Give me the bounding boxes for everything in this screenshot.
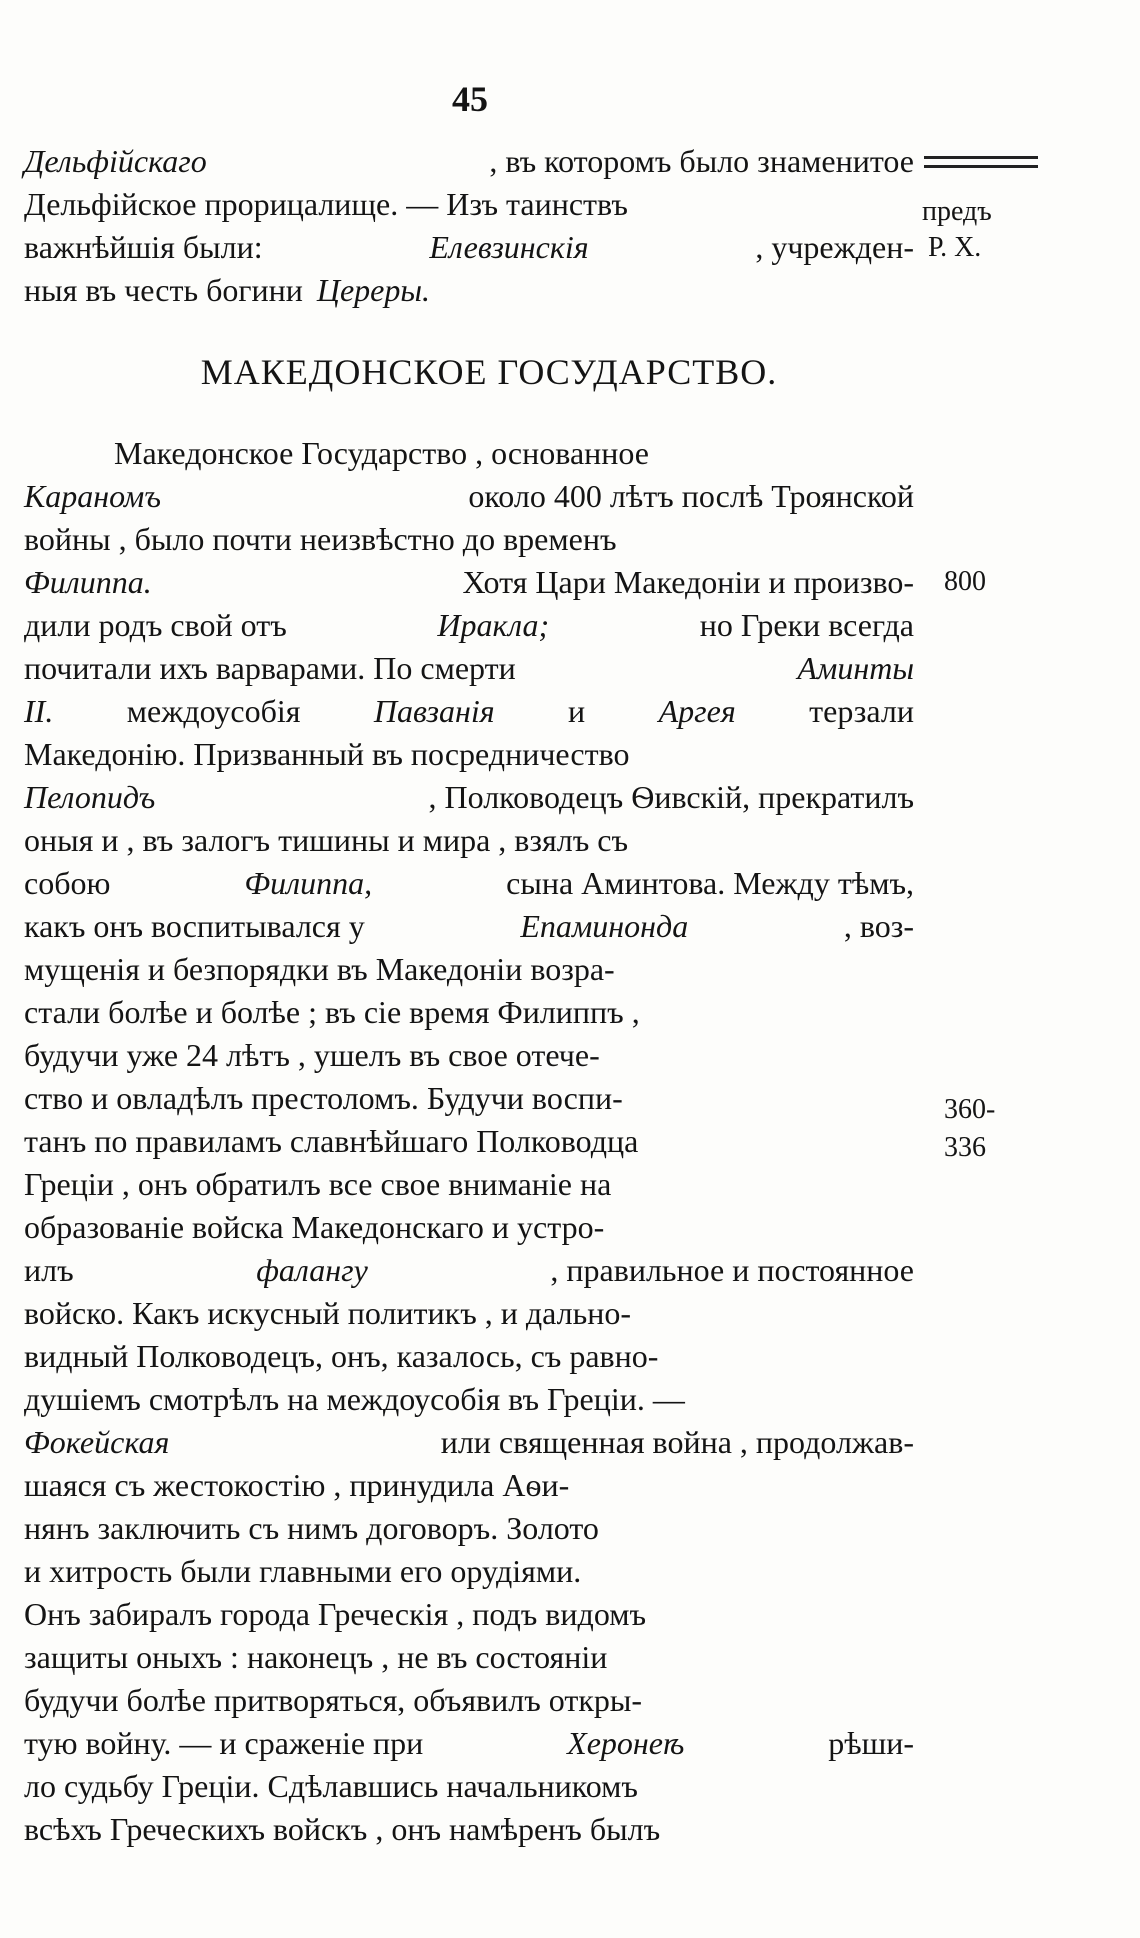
text-run: илъ [24, 1252, 74, 1288]
text-line [24, 905, 914, 948]
text-run: Греціи , онъ обратилъ все свое вниманіе на [24, 1166, 612, 1202]
text-run: Аминты [797, 650, 914, 686]
text-line [24, 1077, 914, 1120]
text-line [24, 1593, 914, 1636]
text-run: Караномъ [24, 478, 161, 514]
text-line [24, 1206, 914, 1249]
text-run: сына Аминтова. Между тѣмъ, [506, 865, 914, 901]
text-line [24, 862, 914, 905]
text-line [24, 948, 914, 991]
text-run: терзали [809, 693, 914, 729]
text-line [24, 776, 914, 819]
text-run: будучи болѣе притворяться, объявилъ откры- [24, 1682, 643, 1718]
text-run: Македонское Государство , основанное [114, 435, 649, 471]
text-run: Фокейская [24, 1424, 170, 1460]
text-run: оныя и , въ залогъ тишины и мира , взялъ съ [24, 822, 629, 858]
text-run: Павзанія [373, 693, 495, 729]
text-run: Елевзинскія [429, 229, 589, 265]
text-line [24, 183, 914, 226]
text-run: Херонеѣ [567, 1725, 685, 1761]
text-run: собою [24, 865, 111, 901]
text-line [24, 432, 914, 475]
text-run: ство и овладѣлъ престоломъ. Будучи воспи- [24, 1080, 623, 1116]
text-line [24, 1464, 914, 1507]
text-run: Дельфійскаго [24, 143, 207, 179]
text-run: мущенія и безпорядки въ Македоніи возра- [24, 951, 615, 987]
text-run: фалангу [256, 1252, 368, 1288]
text-run: важнѣйшія были: [24, 229, 263, 265]
text-run: будучи уже 24 лѣтъ , ушелъ въ свое отече- [24, 1037, 600, 1073]
text-run: , учрежден- [755, 229, 914, 265]
text-run: и хитрость были главными его орудіями. [24, 1553, 582, 1589]
text-run: Филиппа. [24, 564, 152, 600]
text-run: Аргея [658, 693, 736, 729]
text-run: всѣхъ Греческихъ войскъ , онъ намѣренъ былъ [24, 1811, 661, 1847]
text-line [24, 1765, 914, 1808]
section-heading: МАКЕДОНСКОЕ ГОСУДАРСТВО. [200, 352, 778, 392]
text-run: войны , было почти неизвѣстно до временъ [24, 521, 617, 557]
text-line [24, 1722, 914, 1765]
text-line [24, 518, 914, 561]
text-line [24, 1636, 914, 1679]
text-run: тую войну. — и сраженіе при [24, 1725, 424, 1761]
text-run: рѣши- [828, 1725, 914, 1761]
text-line [24, 1292, 914, 1335]
text-line [24, 604, 914, 647]
text-line [24, 647, 914, 690]
margin-note-year-336: 336 [944, 1132, 986, 1163]
text-run: но Греки всегда [699, 607, 914, 643]
text-run: II. [24, 693, 54, 729]
text-run: , правильное и постоянное [550, 1252, 914, 1288]
text-line [24, 1034, 914, 1077]
text-line [24, 1808, 914, 1851]
margin-note-rx: Р. Х. [928, 232, 982, 263]
text-line [24, 1163, 914, 1206]
main-text [24, 140, 914, 1851]
text-line [24, 1507, 914, 1550]
text-run: ло судьбу Греціи. Сдѣлавшись начальникомъ [24, 1768, 638, 1804]
text-line [24, 269, 914, 312]
text-run: дили родъ свой отъ [24, 607, 287, 643]
text-line [24, 1249, 914, 1292]
margin-note-pred: предъ [922, 196, 992, 227]
text-run: Иракла; [437, 607, 550, 643]
text-run: Хотя Цари Македоніи и произво- [462, 564, 914, 600]
text-run: видный Полководецъ, онъ, казалось, съ равно- [24, 1338, 659, 1374]
text-run: Пелопидъ [24, 779, 156, 815]
text-line [24, 1120, 914, 1163]
text-run: Дельфійское прорицалище. — Изъ таинствъ [24, 186, 628, 222]
margin-note-year-800: 800 [944, 566, 986, 597]
text-line [24, 475, 914, 518]
text-run: ныя въ честь богини [24, 272, 303, 308]
text-run: почитали ихъ варварами. По смерти [24, 650, 516, 686]
margin-note-year-360: 360- [944, 1094, 996, 1125]
text-run: , воз- [843, 908, 914, 944]
text-run: , въ которомъ было знаменитое [489, 143, 914, 179]
text-run: нянъ заключить съ нимъ договоръ. Золото [24, 1510, 599, 1546]
text-run: около 400 лѣтъ послѣ Троянской [468, 478, 914, 514]
text-line [24, 1550, 914, 1593]
text-run: Онъ забиралъ города Греческія , подъ видомъ [24, 1596, 646, 1632]
text-run: Епаминонда [520, 908, 689, 944]
margin-rule [924, 156, 1038, 168]
body-paragraph [24, 432, 914, 1851]
text-run: междоусобія [126, 693, 301, 729]
text-run: какъ онъ воспитывался у [24, 908, 365, 944]
text-run: стали болѣе и болѣе ; въ сіе время Филиппъ , [24, 994, 640, 1030]
text-line [24, 226, 914, 269]
text-run: войско. Какъ искусный политикъ , и дально- [24, 1295, 631, 1331]
text-run: , Полководецъ Ѳивскій, прекратилъ [428, 779, 914, 815]
intro-paragraph [24, 140, 914, 312]
text-line [24, 1335, 914, 1378]
page-number: 45 [452, 79, 488, 119]
text-line [24, 1679, 914, 1722]
text-run: Македонію. Призванный въ посредничество [24, 736, 630, 772]
text-run: и [568, 693, 586, 729]
text-run: Цереры. [316, 272, 431, 308]
text-line [24, 1378, 914, 1421]
text-run: образованіе войска Македонскаго и устро- [24, 1209, 605, 1245]
text-line [24, 561, 914, 604]
text-line [24, 140, 914, 183]
text-line [24, 733, 914, 776]
text-line [24, 819, 914, 862]
text-run: душіемъ смотрѣлъ на междоусобія въ Греціи. — [24, 1381, 685, 1417]
text-line [24, 991, 914, 1034]
text-line [24, 1421, 914, 1464]
text-run: танъ по правиламъ славнѣйшаго Полководца [24, 1123, 639, 1159]
text-run: Филиппа, [244, 865, 373, 901]
text-run: или священная война , продолжав- [440, 1424, 914, 1460]
text-run: шаяся съ жестокостію , принудила Аѳи- [24, 1467, 570, 1503]
text-line [24, 690, 914, 733]
text-run: защиты оныхъ : наконецъ , не въ состояніи [24, 1639, 608, 1675]
